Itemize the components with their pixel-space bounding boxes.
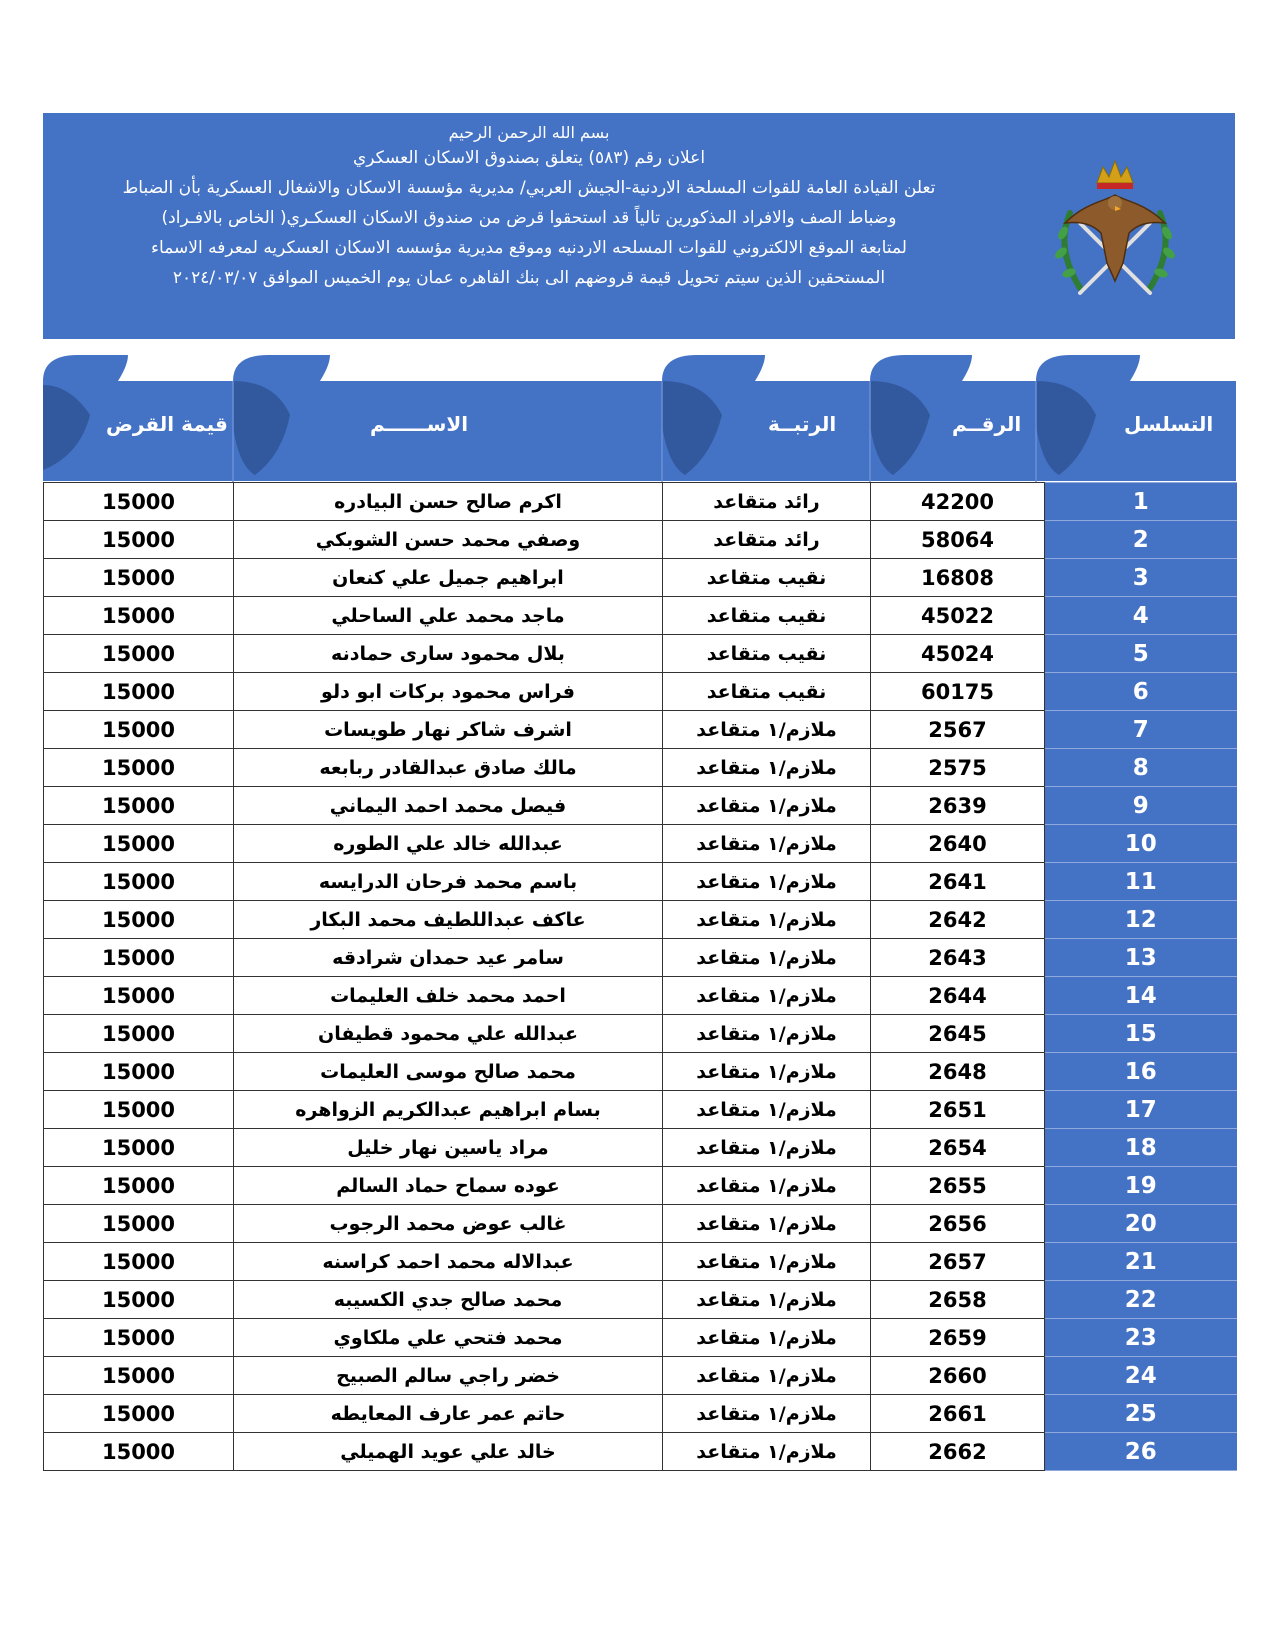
header-serial: التسلسل <box>1124 412 1214 436</box>
loan-cell: 15000 <box>44 1395 234 1433</box>
loan-cell: 15000 <box>44 863 234 901</box>
serial-cell: 4 <box>1045 597 1237 635</box>
header-number: الرقــم <box>952 412 1022 436</box>
name-cell: خالد علي عويد الهميلي <box>234 1433 663 1471</box>
number-cell: 2645 <box>871 1015 1045 1053</box>
serial-cell: 19 <box>1045 1167 1237 1205</box>
name-cell: مراد ياسين نهار خليل <box>234 1129 663 1167</box>
rank-cell: ملازم/١ متقاعد <box>663 1433 871 1471</box>
serial-cell: 5 <box>1045 635 1237 673</box>
serial-cell: 1 <box>1045 483 1237 521</box>
announcement-line: تعلن القيادة العامة للقوات المسلحة الاردنية-الجيش العربي/ مديرية مؤسسة الاسكان والاشغال العسكرية بأن الضباط <box>122 178 936 198</box>
name-cell: عوده سماح حماد السالم <box>234 1167 663 1205</box>
rank-cell: ملازم/١ متقاعد <box>663 1053 871 1091</box>
announcement-text <box>83 123 975 293</box>
jordan-armed-forces-emblem-icon <box>1035 153 1195 313</box>
table-row <box>44 711 1237 749</box>
name-cell: محمد صالح جدي الكسيبه <box>234 1281 663 1319</box>
name-cell: حاتم عمر عارف المعايطه <box>234 1395 663 1433</box>
number-cell: 2640 <box>871 825 1045 863</box>
number-cell: 60175 <box>871 673 1045 711</box>
serial-cell: 3 <box>1045 559 1237 597</box>
header-name: الاســــــم <box>370 412 469 436</box>
serial-cell: 9 <box>1045 787 1237 825</box>
name-cell: مالك صادق عبدالقادر ربابعه <box>234 749 663 787</box>
loan-cell: 15000 <box>44 597 234 635</box>
loan-cell: 15000 <box>44 1167 234 1205</box>
name-cell: خضر راجي سالم الصبيح <box>234 1357 663 1395</box>
loan-cell: 15000 <box>44 1243 234 1281</box>
number-cell: 2655 <box>871 1167 1045 1205</box>
name-cell: اشرف شاكر نهار طويسات <box>234 711 663 749</box>
table-row <box>44 863 1237 901</box>
rank-cell: نقيب متقاعد <box>663 559 871 597</box>
loan-cell: 15000 <box>44 1433 234 1471</box>
loan-cell: 15000 <box>44 1357 234 1395</box>
number-cell: 2661 <box>871 1395 1045 1433</box>
number-cell: 2651 <box>871 1091 1045 1129</box>
loan-cell: 15000 <box>44 1281 234 1319</box>
table-row <box>44 939 1237 977</box>
loan-cell: 15000 <box>44 1053 234 1091</box>
rank-cell: ملازم/١ متقاعد <box>663 1357 871 1395</box>
serial-cell: 6 <box>1045 673 1237 711</box>
serial-cell: 24 <box>1045 1357 1237 1395</box>
number-cell: 2660 <box>871 1357 1045 1395</box>
number-cell: 2658 <box>871 1281 1045 1319</box>
name-cell: وصفي محمد حسن الشوبكي <box>234 521 663 559</box>
serial-cell: 14 <box>1045 977 1237 1015</box>
serial-cell: 16 <box>1045 1053 1237 1091</box>
name-cell: باسم محمد فرحان الدرايسه <box>234 863 663 901</box>
rank-cell: رائد متقاعد <box>663 483 871 521</box>
serial-cell: 10 <box>1045 825 1237 863</box>
table-row <box>44 901 1237 939</box>
rank-cell: ملازم/١ متقاعد <box>663 1243 871 1281</box>
table-row <box>44 1433 1237 1471</box>
name-cell: سامر عيد حمدان شرادقه <box>234 939 663 977</box>
announcement-title: اعلان رقم (٥٨٣) يتعلق بصندوق الاسكان العسكري <box>352 148 706 168</box>
table-row <box>44 1357 1237 1395</box>
rank-cell: ملازم/١ متقاعد <box>663 1205 871 1243</box>
table-row <box>44 1243 1237 1281</box>
number-cell: 2657 <box>871 1243 1045 1281</box>
table-row <box>44 597 1237 635</box>
loan-cell: 15000 <box>44 787 234 825</box>
rank-cell: نقيب متقاعد <box>663 635 871 673</box>
number-cell: 2648 <box>871 1053 1045 1091</box>
rank-cell: ملازم/١ متقاعد <box>663 1281 871 1319</box>
rank-cell: نقيب متقاعد <box>663 597 871 635</box>
rank-cell: ملازم/١ متقاعد <box>663 787 871 825</box>
name-cell: محمد فتحي علي ملكاوي <box>234 1319 663 1357</box>
number-cell: 2659 <box>871 1319 1045 1357</box>
number-cell: 42200 <box>871 483 1045 521</box>
basmala: بسم الله الرحمن الرحيم <box>448 123 610 142</box>
number-cell: 2662 <box>871 1433 1045 1471</box>
rank-cell: ملازم/١ متقاعد <box>663 977 871 1015</box>
serial-cell: 21 <box>1045 1243 1237 1281</box>
loan-cell: 15000 <box>44 1205 234 1243</box>
table-row <box>44 825 1237 863</box>
serial-cell: 26 <box>1045 1433 1237 1471</box>
table-row <box>44 1091 1237 1129</box>
loan-table <box>43 482 1237 1471</box>
rank-cell: رائد متقاعد <box>663 521 871 559</box>
loan-cell: 15000 <box>44 825 234 863</box>
serial-cell: 25 <box>1045 1395 1237 1433</box>
rank-cell: ملازم/١ متقاعد <box>663 1015 871 1053</box>
table-row <box>44 559 1237 597</box>
name-cell: عاكف عبداللطيف محمد البكار <box>234 901 663 939</box>
loan-cell: 15000 <box>44 1015 234 1053</box>
number-cell: 58064 <box>871 521 1045 559</box>
number-cell: 45024 <box>871 635 1045 673</box>
name-cell: فراس محمود بركات ابو دلو <box>234 673 663 711</box>
announcement-banner <box>43 113 1235 339</box>
number-cell: 2567 <box>871 711 1045 749</box>
loan-cell: 15000 <box>44 559 234 597</box>
rank-cell: ملازم/١ متقاعد <box>663 1091 871 1129</box>
rank-cell: ملازم/١ متقاعد <box>663 939 871 977</box>
number-cell: 2643 <box>871 939 1045 977</box>
number-cell: 2654 <box>871 1129 1045 1167</box>
name-cell: اكرم صالح حسن البيادره <box>234 483 663 521</box>
serial-cell: 23 <box>1045 1319 1237 1357</box>
name-cell: عبدالله علي محمود قطيفان <box>234 1015 663 1053</box>
table-row <box>44 749 1237 787</box>
serial-cell: 12 <box>1045 901 1237 939</box>
rank-cell: ملازم/١ متقاعد <box>663 711 871 749</box>
table-row <box>44 1167 1237 1205</box>
loan-cell: 15000 <box>44 1129 234 1167</box>
table-row <box>44 1205 1237 1243</box>
rank-cell: ملازم/١ متقاعد <box>663 1129 871 1167</box>
serial-cell: 20 <box>1045 1205 1237 1243</box>
rank-cell: ملازم/١ متقاعد <box>663 1319 871 1357</box>
number-cell: 2644 <box>871 977 1045 1015</box>
announcement-line: المستحقين الذين سيتم تحويل قيمة قروضهم الى بنك القاهره عمان يوم الخميس الموافق ٢٠٢٤/٠٣/٠٧ <box>172 268 886 288</box>
serial-cell: 15 <box>1045 1015 1237 1053</box>
table-row <box>44 1395 1237 1433</box>
loan-cell: 15000 <box>44 673 234 711</box>
table-row <box>44 1319 1237 1357</box>
number-cell: 2641 <box>871 863 1045 901</box>
loan-cell: 15000 <box>44 635 234 673</box>
table-row <box>44 1053 1237 1091</box>
serial-cell: 2 <box>1045 521 1237 559</box>
header-loan: قيمة القرض <box>106 412 228 436</box>
table-row <box>44 521 1237 559</box>
serial-cell: 22 <box>1045 1281 1237 1319</box>
loan-cell: 15000 <box>44 1319 234 1357</box>
number-cell: 16808 <box>871 559 1045 597</box>
rank-cell: نقيب متقاعد <box>663 673 871 711</box>
name-cell: ماجد محمد علي الساحلي <box>234 597 663 635</box>
loan-cell: 15000 <box>44 711 234 749</box>
name-cell: عبدالله خالد علي الطوره <box>234 825 663 863</box>
rank-cell: ملازم/١ متقاعد <box>663 901 871 939</box>
name-cell: فيصل محمد احمد اليماني <box>234 787 663 825</box>
table-row <box>44 1015 1237 1053</box>
name-cell: محمد صالح موسى العليمات <box>234 1053 663 1091</box>
name-cell: بسام ابراهيم عبدالكريم الزواهره <box>234 1091 663 1129</box>
number-cell: 45022 <box>871 597 1045 635</box>
loan-cell: 15000 <box>44 939 234 977</box>
rank-cell: ملازم/١ متقاعد <box>663 863 871 901</box>
loan-cell: 15000 <box>44 901 234 939</box>
table-row <box>44 635 1237 673</box>
loan-cell: 15000 <box>44 483 234 521</box>
loan-cell: 15000 <box>44 1091 234 1129</box>
loan-cell: 15000 <box>44 977 234 1015</box>
rank-cell: ملازم/١ متقاعد <box>663 825 871 863</box>
number-cell: 2575 <box>871 749 1045 787</box>
header-rank: الرتبــة <box>768 412 837 436</box>
serial-cell: 13 <box>1045 939 1237 977</box>
announcement-line: لمتابعة الموقع الالكتروني للقوات المسلحه الاردنيه وموقع مديرية مؤسسه الاسكان العسكريه لمعرفه الاسماء <box>151 238 907 258</box>
table-row <box>44 1129 1237 1167</box>
table-row <box>44 1281 1237 1319</box>
announcement-line: وضباط الصف والافراد المذكورين تالياً قد استحقوا قرض من صندوق الاسكان العسكـري( الخاص بالافـراد) <box>161 208 897 228</box>
name-cell: احمد محمد خلف العليمات <box>234 977 663 1015</box>
table-row <box>44 483 1237 521</box>
table-row <box>44 787 1237 825</box>
serial-cell: 17 <box>1045 1091 1237 1129</box>
name-cell: غالب عوض محمد الرجوب <box>234 1205 663 1243</box>
rank-cell: ملازم/١ متقاعد <box>663 1167 871 1205</box>
number-cell: 2642 <box>871 901 1045 939</box>
serial-cell: 18 <box>1045 1129 1237 1167</box>
name-cell: ابراهيم جميل علي كنعان <box>234 559 663 597</box>
number-cell: 2656 <box>871 1205 1045 1243</box>
number-cell: 2639 <box>871 787 1045 825</box>
serial-cell: 7 <box>1045 711 1237 749</box>
rank-cell: ملازم/١ متقاعد <box>663 749 871 787</box>
loan-cell: 15000 <box>44 749 234 787</box>
rank-cell: ملازم/١ متقاعد <box>663 1395 871 1433</box>
name-cell: عبدالاله محمد احمد كراسنه <box>234 1243 663 1281</box>
name-cell: بلال محمود سارى حمادنه <box>234 635 663 673</box>
serial-cell: 11 <box>1045 863 1237 901</box>
serial-cell: 8 <box>1045 749 1237 787</box>
table-row <box>44 673 1237 711</box>
table-row <box>44 977 1237 1015</box>
loan-cell: 15000 <box>44 521 234 559</box>
